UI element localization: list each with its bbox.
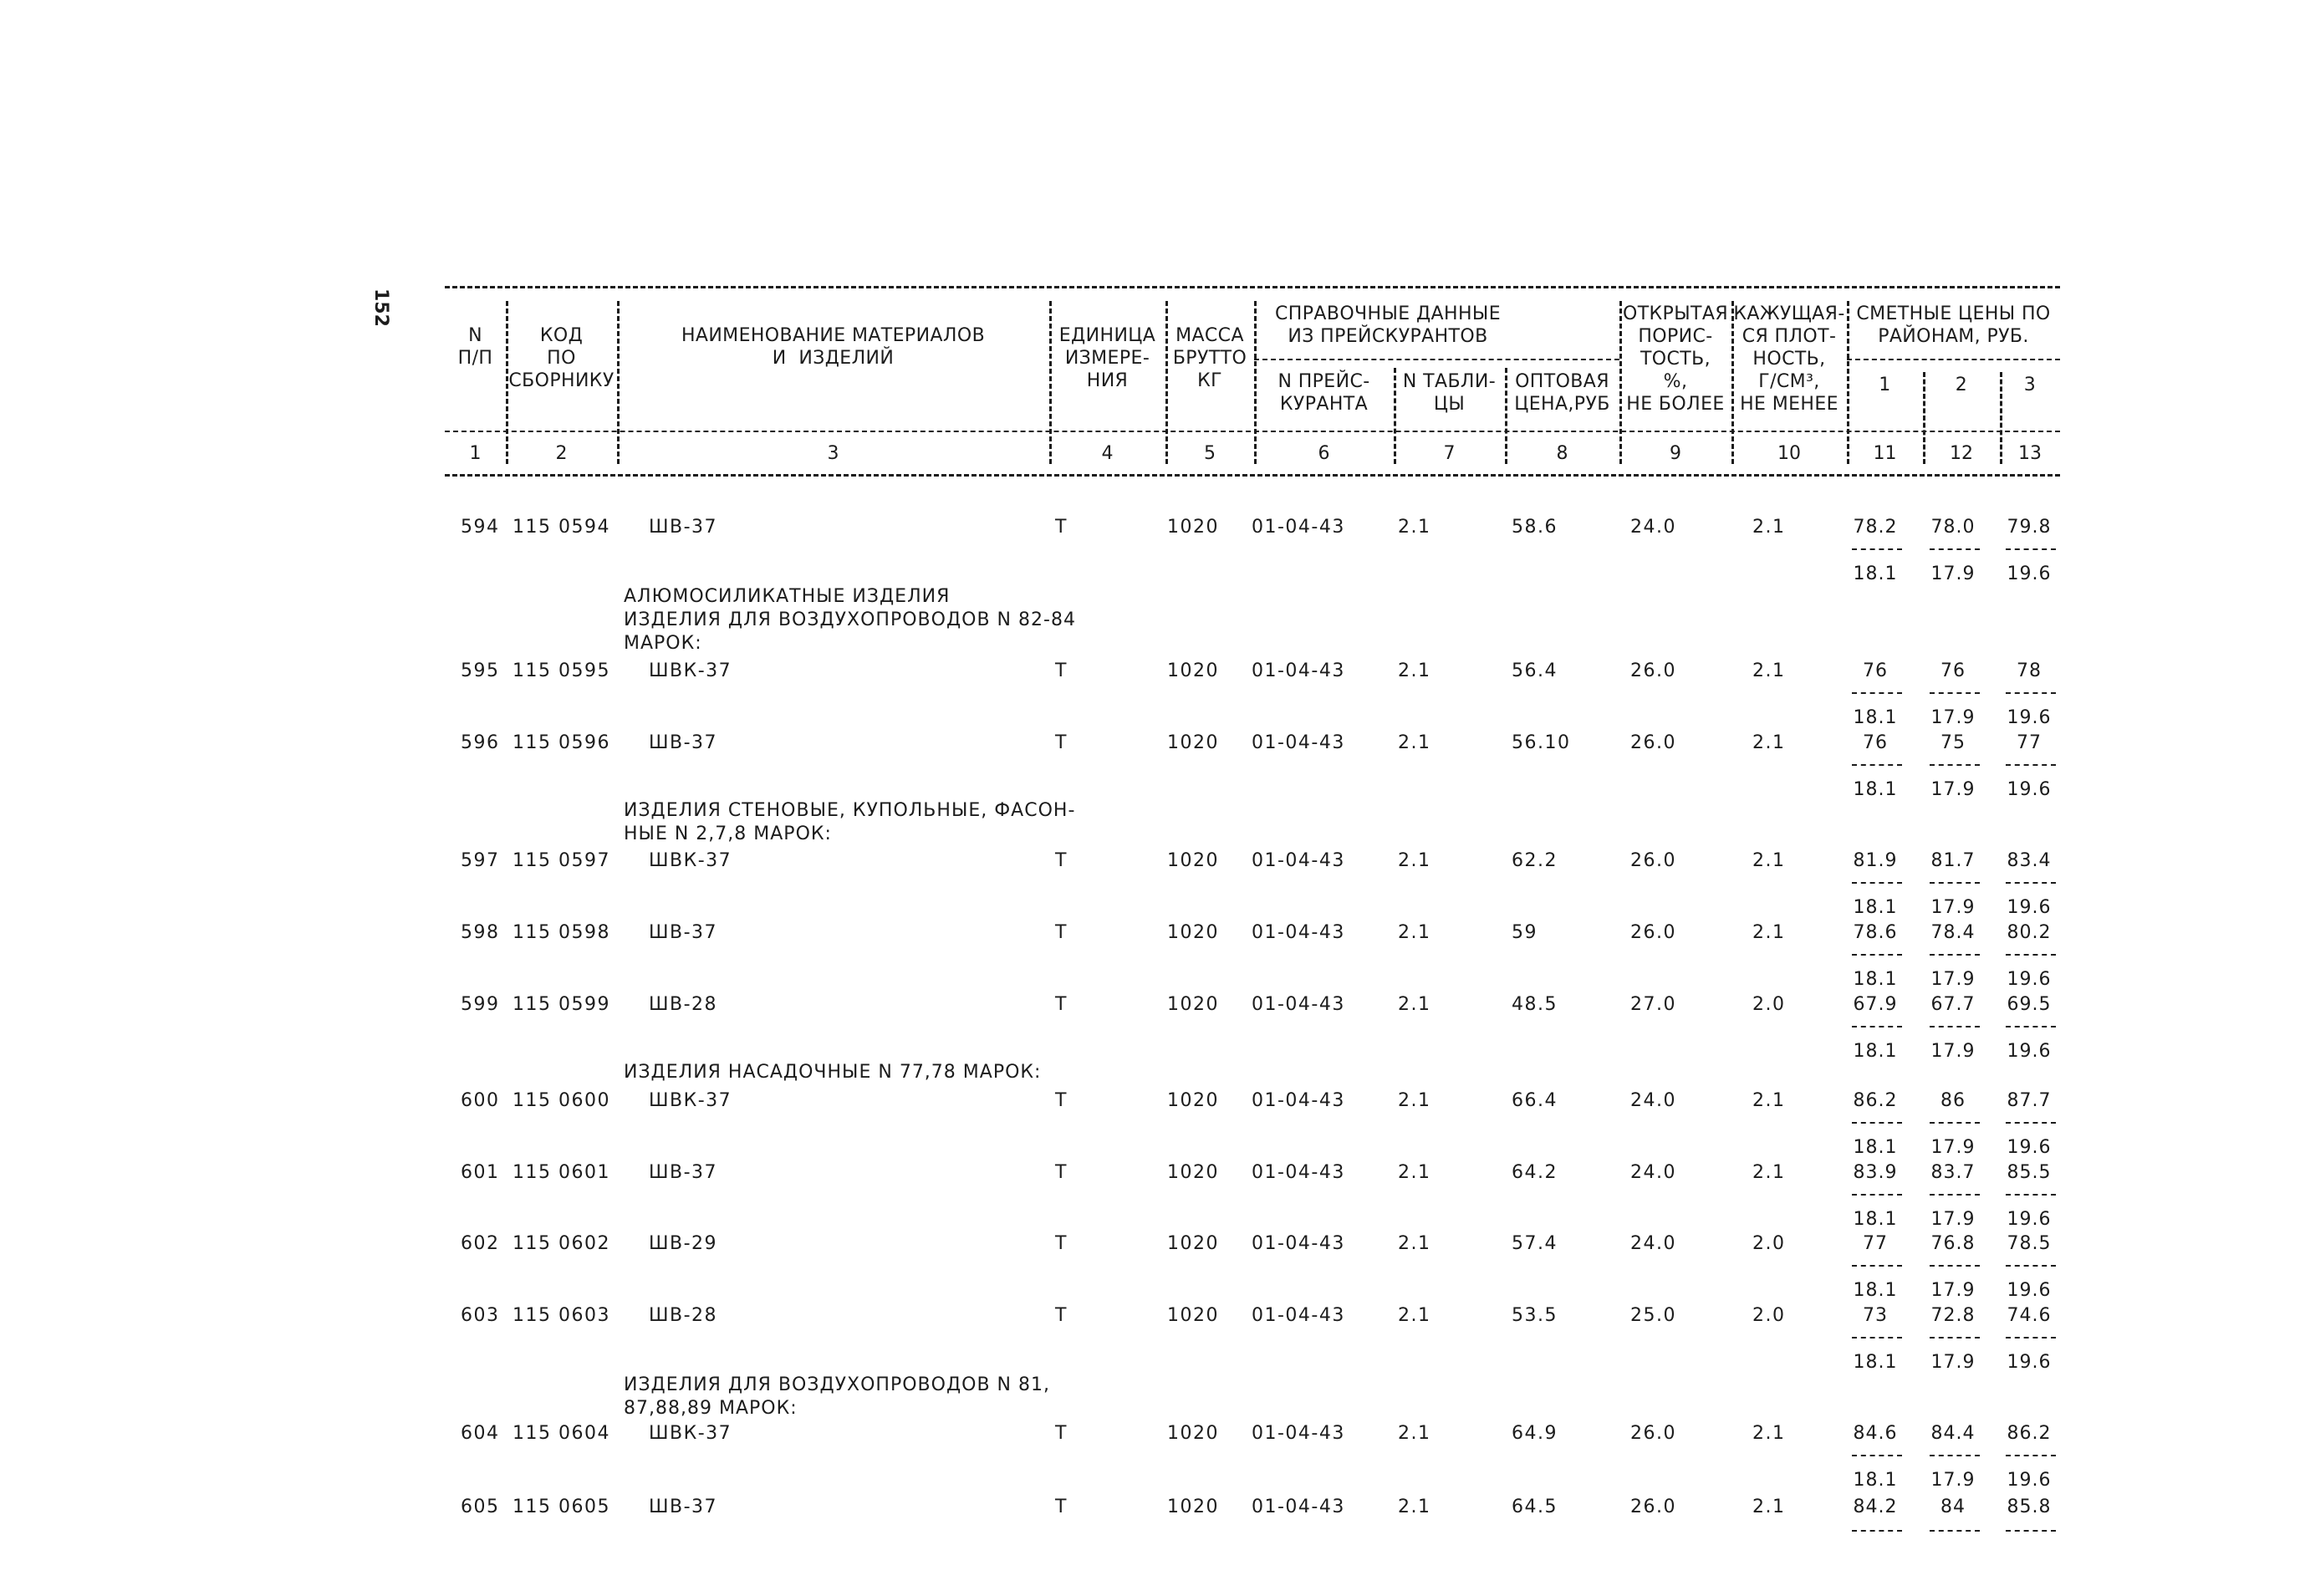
row-price-region-1: 73: [1863, 1305, 1888, 1326]
row-index-region-3: 19.6: [2007, 1470, 2052, 1491]
header-top-rule: [445, 286, 2060, 288]
row-name: ШВК-37: [649, 1423, 732, 1444]
row-index-region-3: 19.6: [2007, 1352, 2052, 1373]
fraction-line: [2006, 1337, 2056, 1338]
row-unit: Т: [1055, 922, 1068, 943]
row-pricelist: 01-04-43: [1252, 994, 1345, 1015]
row-table: 2.1: [1398, 994, 1431, 1015]
row-index-region-3: 19.6: [2007, 1041, 2052, 1062]
row-price-region-2: 78.0: [1930, 517, 1976, 538]
number-row-rule: [445, 431, 2060, 432]
row-table: 2.1: [1398, 1162, 1431, 1183]
row-index-region-1: 18.1: [1853, 1041, 1898, 1062]
row-unit: Т: [1055, 1162, 1068, 1183]
fraction-line: [2006, 1026, 2056, 1027]
fraction-line: [1930, 882, 1980, 884]
row-index-region-1: 18.1: [1853, 1209, 1898, 1230]
row-density: 2.0: [1752, 994, 1786, 1015]
header-col8: ОПТОВАЯ ЦЕНА,РУБ: [1514, 371, 1610, 415]
row-price-region-3: 79.8: [2007, 517, 2052, 538]
row-table: 2.1: [1398, 850, 1431, 871]
row-price-region-1: 67.9: [1853, 994, 1898, 1015]
row-number: 597: [461, 850, 500, 871]
row-pricelist: 01-04-43: [1252, 922, 1345, 943]
row-wholesale-price: 66.4: [1512, 1090, 1558, 1111]
row-pricelist: 01-04-43: [1252, 1497, 1345, 1517]
header-bottom-rule: [445, 474, 2060, 477]
row-code: 115 0604: [513, 1423, 610, 1444]
row-density: 2.0: [1752, 1305, 1786, 1326]
row-price-region-3: 77: [2017, 732, 2042, 753]
column-number: 2: [555, 443, 568, 464]
row-porosity: 25.0: [1630, 1305, 1676, 1326]
row-mass: 1020: [1167, 1305, 1219, 1326]
row-index-region-2: 17.9: [1930, 897, 1976, 918]
row-name: ШВК-37: [649, 850, 732, 871]
row-table: 2.1: [1398, 1090, 1431, 1111]
row-index-region-1: 18.1: [1853, 563, 1898, 584]
row-table: 2.1: [1398, 660, 1431, 681]
fraction-line: [2006, 1122, 2056, 1124]
row-wholesale-price: 53.5: [1512, 1305, 1558, 1326]
row-index-region-2: 17.9: [1930, 1137, 1976, 1158]
row-mass: 1020: [1167, 922, 1219, 943]
fraction-line: [1930, 548, 1980, 550]
row-table: 2.1: [1398, 1497, 1431, 1517]
row-price-region-3: 85.8: [2007, 1497, 2052, 1517]
row-porosity: 24.0: [1630, 517, 1676, 538]
row-density: 2.1: [1752, 1162, 1786, 1183]
group-rule: [1254, 359, 1619, 360]
column-number: 9: [1670, 443, 1681, 464]
row-price-region-2: 84: [1940, 1497, 1966, 1517]
fraction-line: [1930, 1122, 1980, 1124]
row-table: 2.1: [1398, 1423, 1431, 1444]
row-wholesale-price: 64.5: [1512, 1497, 1558, 1517]
row-price-region-1: 84.2: [1853, 1497, 1898, 1517]
row-porosity: 26.0: [1630, 922, 1676, 943]
row-mass: 1020: [1167, 1233, 1219, 1254]
column-number: 3: [827, 443, 839, 464]
header-region-1: 1: [1879, 375, 1891, 395]
row-price-region-3: 83.4: [2007, 850, 2052, 871]
row-name: ШВ-28: [649, 994, 718, 1015]
row-porosity: 24.0: [1630, 1162, 1676, 1183]
row-unit: Т: [1055, 850, 1068, 871]
row-pricelist: 01-04-43: [1252, 660, 1345, 681]
row-pricelist: 01-04-43: [1252, 1162, 1345, 1183]
row-porosity: 26.0: [1630, 1497, 1676, 1517]
column-number: 13: [2018, 443, 2042, 464]
row-wholesale-price: 48.5: [1512, 994, 1558, 1015]
fraction-line: [2006, 882, 2056, 884]
row-number: 598: [461, 922, 500, 943]
header-col6: N ПРЕЙС- КУРАНТА: [1277, 371, 1370, 415]
header-col5: МАССА БРУТТО КГ: [1172, 325, 1247, 391]
row-number: 594: [461, 517, 500, 538]
row-index-region-2: 17.9: [1930, 1209, 1976, 1230]
row-code: 115 0600: [513, 1090, 610, 1111]
row-index-region-3: 19.6: [2007, 779, 2052, 800]
row-mass: 1020: [1167, 850, 1219, 871]
row-mass: 1020: [1167, 732, 1219, 753]
row-mass: 1020: [1167, 1162, 1219, 1183]
row-name: ШВК-37: [649, 660, 732, 681]
row-name: ШВ-37: [649, 517, 718, 538]
column-number: 4: [1101, 443, 1114, 464]
row-price-region-1: 83.9: [1853, 1162, 1898, 1183]
row-porosity: 26.0: [1630, 850, 1676, 871]
row-number: 605: [461, 1497, 500, 1517]
row-price-region-1: 76: [1863, 660, 1888, 681]
row-name: ШВ-37: [649, 732, 718, 753]
row-name: ШВ-37: [649, 922, 718, 943]
row-unit: Т: [1055, 660, 1068, 681]
row-code: 115 0597: [513, 850, 610, 871]
row-price-region-3: 78.5: [2007, 1233, 2052, 1254]
row-code: 115 0595: [513, 660, 610, 681]
row-index-region-1: 18.1: [1853, 1137, 1898, 1158]
row-price-region-2: 81.7: [1930, 850, 1976, 871]
row-code: 115 0601: [513, 1162, 610, 1183]
row-porosity: 26.0: [1630, 660, 1676, 681]
row-table: 2.1: [1398, 732, 1431, 753]
row-index-region-1: 18.1: [1853, 969, 1898, 990]
row-price-region-2: 86: [1940, 1090, 1966, 1111]
fraction-line: [1930, 1026, 1980, 1027]
row-unit: Т: [1055, 517, 1068, 538]
row-index-region-1: 18.1: [1853, 1470, 1898, 1491]
row-index-region-3: 19.6: [2007, 897, 2052, 918]
row-code: 115 0605: [513, 1497, 610, 1517]
fraction-line: [1852, 764, 1902, 766]
row-code: 115 0598: [513, 922, 610, 943]
row-pricelist: 01-04-43: [1252, 517, 1345, 538]
row-index-region-3: 19.6: [2007, 969, 2052, 990]
row-density: 2.1: [1752, 1423, 1786, 1444]
row-pricelist: 01-04-43: [1252, 1423, 1345, 1444]
header-col2: КОД ПО СБОРНИКУ: [508, 325, 615, 391]
row-price-region-1: 86.2: [1853, 1090, 1898, 1111]
column-number: 10: [1777, 443, 1801, 464]
row-unit: Т: [1055, 1497, 1068, 1517]
column-number: 11: [1873, 443, 1897, 464]
row-price-region-2: 83.7: [1930, 1162, 1976, 1183]
header-col1: N П/П: [457, 325, 493, 369]
row-index-region-2: 17.9: [1930, 707, 1976, 728]
row-number: 596: [461, 732, 500, 753]
row-density: 2.1: [1752, 732, 1786, 753]
row-name: ШВ-29: [649, 1233, 718, 1254]
row-number: 599: [461, 994, 500, 1015]
row-mass: 1020: [1167, 1423, 1219, 1444]
fraction-line: [1930, 764, 1980, 766]
row-index-region-2: 17.9: [1930, 1280, 1976, 1301]
row-index-region-2: 17.9: [1930, 1041, 1976, 1062]
row-table: 2.1: [1398, 922, 1431, 943]
row-number: 601: [461, 1162, 500, 1183]
section-heading: ИЗДЕЛИЯ НАСАДОЧНЫЕ N 77,78 МАРОК:: [624, 1062, 1042, 1083]
fraction-line: [1930, 1530, 1980, 1532]
row-price-region-2: 78.4: [1930, 922, 1976, 943]
fraction-line: [1852, 692, 1902, 694]
fraction-line: [1852, 1122, 1902, 1124]
row-density: 2.1: [1752, 922, 1786, 943]
row-density: 2.0: [1752, 1233, 1786, 1254]
row-index-region-1: 18.1: [1853, 897, 1898, 918]
column-number: 1: [469, 443, 482, 464]
row-index-region-1: 18.1: [1853, 1352, 1898, 1373]
row-price-region-2: 75: [1940, 732, 1966, 753]
row-price-region-2: 76.8: [1930, 1233, 1976, 1254]
group-rule: [1847, 359, 2060, 360]
row-index-region-1: 18.1: [1853, 1280, 1898, 1301]
fraction-line: [2006, 1530, 2056, 1532]
row-density: 2.1: [1752, 660, 1786, 681]
fraction-line: [2006, 548, 2056, 550]
row-mass: 1020: [1167, 517, 1219, 538]
row-name: ШВ-37: [649, 1497, 718, 1517]
row-unit: Т: [1055, 1423, 1068, 1444]
row-wholesale-price: 56.10: [1512, 732, 1571, 753]
section-heading: ИЗДЕЛИЯ ДЛЯ ВОЗДУХОПРОВОДОВ N 81, 87,88,89 МАРОК:: [624, 1374, 1050, 1419]
row-unit: Т: [1055, 994, 1068, 1015]
fraction-line: [1930, 1194, 1980, 1196]
row-unit: Т: [1055, 732, 1068, 753]
row-table: 2.1: [1398, 517, 1431, 538]
row-porosity: 27.0: [1630, 994, 1676, 1015]
row-wholesale-price: 59: [1512, 922, 1538, 943]
row-price-region-3: 78: [2017, 660, 2042, 681]
fraction-line: [2006, 692, 2056, 694]
row-density: 2.1: [1752, 517, 1786, 538]
fraction-line: [1852, 882, 1902, 884]
row-code: 115 0603: [513, 1305, 610, 1326]
row-index-region-3: 19.6: [2007, 1280, 2052, 1301]
row-table: 2.1: [1398, 1233, 1431, 1254]
column-number: 12: [1950, 443, 1973, 464]
row-code: 115 0599: [513, 994, 610, 1015]
row-index-region-2: 17.9: [1930, 1352, 1976, 1373]
header-col4: ЕДИНИЦА ИЗМЕРЕ- НИЯ: [1058, 325, 1156, 391]
row-number: 604: [461, 1423, 500, 1444]
row-pricelist: 01-04-43: [1252, 1090, 1345, 1111]
fraction-line: [1930, 954, 1980, 956]
fraction-line: [1930, 692, 1980, 694]
column-number: 8: [1556, 443, 1568, 464]
row-price-region-1: 78.2: [1853, 517, 1898, 538]
section-heading: ИЗДЕЛИЯ СТЕНОВЫЕ, КУПОЛЬНЫЕ, ФАСОН- НЫЕ N 2,7,8 МАРОК:: [624, 800, 1076, 844]
row-density: 2.1: [1752, 1497, 1786, 1517]
row-pricelist: 01-04-43: [1252, 1233, 1345, 1254]
row-price-region-1: 78.6: [1853, 922, 1898, 943]
row-wholesale-price: 64.2: [1512, 1162, 1558, 1183]
row-code: 115 0594: [513, 517, 610, 538]
row-price-region-1: 81.9: [1853, 850, 1898, 871]
row-porosity: 26.0: [1630, 1423, 1676, 1444]
row-mass: 1020: [1167, 660, 1219, 681]
row-price-region-2: 84.4: [1930, 1423, 1976, 1444]
header-group-prices: СМЕТНЫЕ ЦЕНЫ ПО РАЙОНАМ, РУБ.: [1856, 303, 2051, 347]
column-number: 5: [1204, 443, 1216, 464]
row-index-region-3: 19.6: [2007, 1137, 2052, 1158]
header-col7: N ТАБЛИ- ЦЫ: [1402, 371, 1497, 415]
page-number: 152: [370, 288, 391, 327]
row-wholesale-price: 64.9: [1512, 1423, 1558, 1444]
row-density: 2.1: [1752, 850, 1786, 871]
row-unit: Т: [1055, 1233, 1068, 1254]
fraction-line: [2006, 954, 2056, 956]
row-mass: 1020: [1167, 994, 1219, 1015]
row-code: 115 0596: [513, 732, 610, 753]
row-code: 115 0602: [513, 1233, 610, 1254]
row-mass: 1020: [1167, 1090, 1219, 1111]
row-name: ШВ-37: [649, 1162, 718, 1183]
header-region-3: 3: [2023, 375, 2037, 395]
row-wholesale-price: 56.4: [1512, 660, 1558, 681]
row-pricelist: 01-04-43: [1252, 732, 1345, 753]
row-price-region-2: 72.8: [1930, 1305, 1976, 1326]
fraction-line: [1930, 1265, 1980, 1267]
fraction-line: [2006, 1265, 2056, 1267]
fraction-line: [1930, 1337, 1980, 1338]
header-col10: КАЖУЩАЯ- СЯ ПЛОТ- НОСТЬ, Г/СМ³, НЕ МЕНЕЕ: [1733, 303, 1845, 415]
fraction-line: [1852, 1194, 1902, 1196]
row-unit: Т: [1055, 1090, 1068, 1111]
row-price-region-3: 86.2: [2007, 1423, 2052, 1444]
row-price-region-1: 84.6: [1853, 1423, 1898, 1444]
fraction-line: [1852, 548, 1902, 550]
row-number: 595: [461, 660, 500, 681]
header-col3: НАИМЕНОВАНИЕ МАТЕРИАЛОВ И ИЗДЕЛИЙ: [681, 325, 986, 369]
row-porosity: 24.0: [1630, 1090, 1676, 1111]
row-price-region-2: 76: [1940, 660, 1966, 681]
row-index-region-1: 18.1: [1853, 779, 1898, 800]
column-number: 7: [1443, 443, 1456, 464]
fraction-line: [1852, 1026, 1902, 1027]
header-group-reference: СПРАВОЧНЫЕ ДАННЫЕ ИЗ ПРЕЙСКУРАНТОВ: [1275, 303, 1501, 347]
row-price-region-1: 76: [1863, 732, 1888, 753]
column-number: 6: [1318, 443, 1330, 464]
fraction-line: [1852, 954, 1902, 956]
row-index-region-3: 19.6: [2007, 563, 2052, 584]
row-name: ШВ-28: [649, 1305, 718, 1326]
row-name: ШВК-37: [649, 1090, 732, 1111]
fraction-line: [1852, 1530, 1902, 1532]
row-density: 2.1: [1752, 1090, 1786, 1111]
row-index-region-2: 17.9: [1930, 969, 1976, 990]
row-price-region-3: 69.5: [2007, 994, 2052, 1015]
row-index-region-3: 19.6: [2007, 707, 2052, 728]
row-number: 602: [461, 1233, 500, 1254]
row-mass: 1020: [1167, 1497, 1219, 1517]
row-price-region-3: 85.5: [2007, 1162, 2052, 1183]
fraction-line: [1930, 1455, 1980, 1456]
row-number: 600: [461, 1090, 500, 1111]
row-porosity: 26.0: [1630, 732, 1676, 753]
row-price-region-3: 87.7: [2007, 1090, 2052, 1111]
row-price-region-2: 67.7: [1930, 994, 1976, 1015]
row-pricelist: 01-04-43: [1252, 850, 1345, 871]
row-price-region-3: 80.2: [2007, 922, 2052, 943]
fraction-line: [2006, 1455, 2056, 1456]
row-number: 603: [461, 1305, 500, 1326]
row-index-region-2: 17.9: [1930, 779, 1976, 800]
fraction-line: [1852, 1337, 1902, 1338]
row-index-region-3: 19.6: [2007, 1209, 2052, 1230]
row-wholesale-price: 58.6: [1512, 517, 1558, 538]
row-porosity: 24.0: [1630, 1233, 1676, 1254]
row-price-region-3: 74.6: [2007, 1305, 2052, 1326]
row-index-region-2: 17.9: [1930, 563, 1976, 584]
row-wholesale-price: 62.2: [1512, 850, 1558, 871]
fraction-line: [2006, 1194, 2056, 1196]
fraction-line: [1852, 1265, 1902, 1267]
row-index-region-2: 17.9: [1930, 1470, 1976, 1491]
section-heading: АЛЮМОСИЛИКАТНЫЕ ИЗДЕЛИЯ ИЗДЕЛИЯ ДЛЯ ВОЗДУХОПРОВОДОВ N 82-84 МАРОК:: [624, 586, 1076, 654]
fraction-line: [1852, 1455, 1902, 1456]
row-wholesale-price: 57.4: [1512, 1233, 1558, 1254]
row-table: 2.1: [1398, 1305, 1431, 1326]
row-index-region-1: 18.1: [1853, 707, 1898, 728]
row-pricelist: 01-04-43: [1252, 1305, 1345, 1326]
row-unit: Т: [1055, 1305, 1068, 1326]
header-region-2: 2: [1955, 375, 1968, 395]
row-price-region-1: 77: [1863, 1233, 1888, 1254]
header-col9: ОТКРЫТАЯ ПОРИС- ТОСТЬ, %, НЕ БОЛЕЕ: [1622, 303, 1729, 415]
fraction-line: [2006, 764, 2056, 766]
